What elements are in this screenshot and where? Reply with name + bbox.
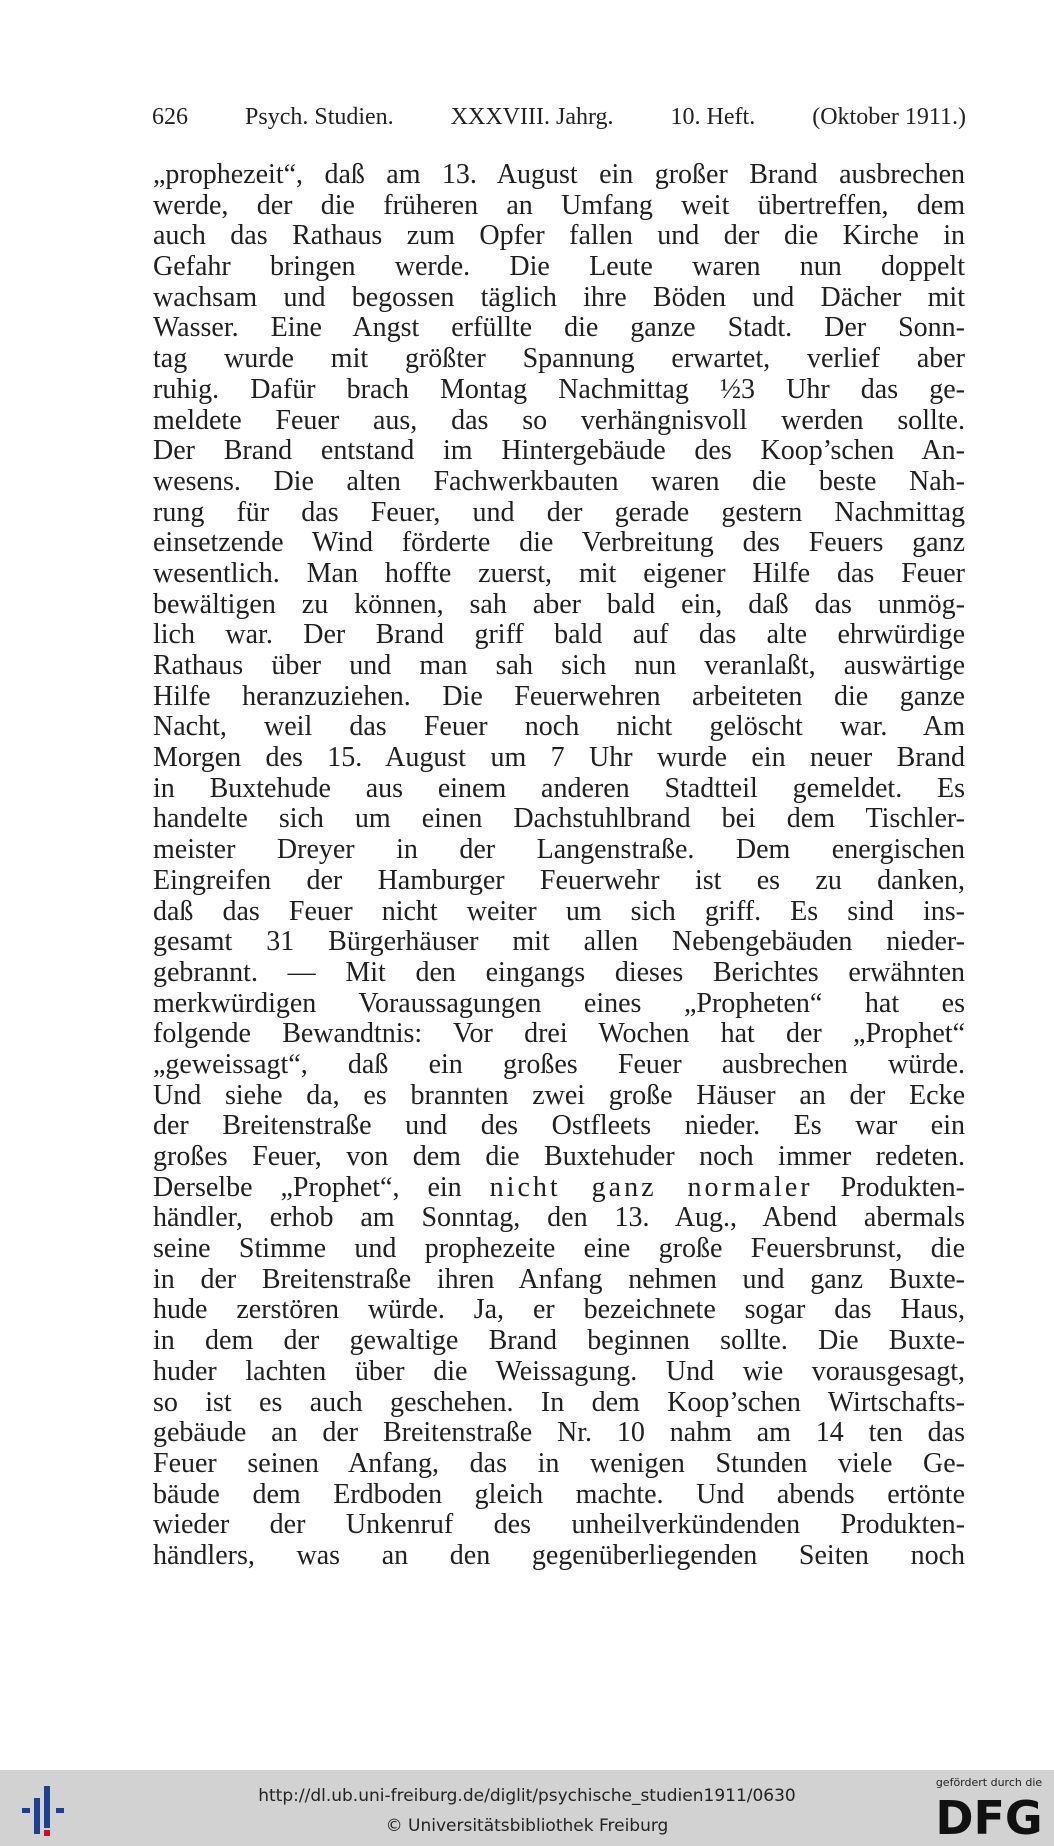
volume-label: XXXVIII. Jahrg. [450, 104, 614, 130]
text-line: folgende Bewandtnis: Vor drei Wochen hat der „Prophet“ [153, 1018, 965, 1050]
text-segment: Derselbe „Prophet“, ein [153, 1171, 490, 1203]
text-line: meister Dreyer in der Langenstraße. Dem energischen [153, 834, 965, 866]
text-line: in Buxtehude aus einem anderen Stadtteil gemeldet. Es [153, 772, 965, 804]
emphasized-text: nicht ganz normaler [489, 1171, 813, 1203]
text-line: lich war. Der Brand griff bald auf das alte ehrwürdige [153, 619, 965, 651]
text-line: seine Stimme und prophezeite eine große Feuersbrunst, die [153, 1233, 965, 1265]
text-line: gesamt 31 Bürgerhäuser mit allen Nebengebäuden nieder- [153, 926, 965, 958]
page-number: 626 [152, 104, 188, 130]
text-line: wieder der Unkenruf des unheilverkündenden Produkten- [153, 1509, 965, 1541]
text-line: hude zerstören würde. Ja, er bezeichnete sogar das Haus, [153, 1294, 965, 1326]
running-head [152, 104, 966, 131]
text-line: Gefahr bringen werde. Die Leute waren nun doppelt [153, 251, 965, 283]
text-line: Rathaus über und man sah sich nun veranlaßt, auswärtige [153, 650, 965, 681]
text-line: rung für das Feuer, und der gerade gestern Nachmittag [153, 496, 965, 528]
text-line: bewältigen zu können, sah aber bald ein, daß das unmög- [153, 588, 965, 620]
permalink-url[interactable]: http://dl.ub.uni-freiburg.de/diglit/psychische_studien1911/0630 [258, 1786, 796, 1806]
text-line: Wasser. Eine Angst erfüllte die ganze Stadt. Der Sonn- [153, 312, 965, 344]
text-line: großes Feuer, von dem die Buxtehuder noch immer redeten. [153, 1141, 965, 1172]
text-line: ruhig. Dafür brach Montag Nachmittag ½3 Uhr das ge- [153, 373, 965, 405]
text-line: handelte sich um einen Dachstuhlbrand bei dem Tischler- [153, 803, 965, 835]
text-line: Der Brand entstand im Hintergebäude des Koop’schen An- [153, 435, 965, 467]
dfg-logo-text: DFG [935, 1791, 1043, 1840]
text-line: Hilfe heranzuziehen. Die Feuerwehren arbeiteten die ganze [153, 680, 965, 712]
text-line: Feuer seinen Anfang, das in wenigen Stunden viele Ge- [153, 1447, 965, 1479]
dfg-logo-icon [934, 1790, 1044, 1840]
dfg-caption: gefördert durch die [935, 1776, 1043, 1789]
text-line: „geweissagt“, daß ein großes Feuer ausbrechen würde. [153, 1048, 965, 1080]
copyright-notice: © Universitätsbibliothek Freiburg [385, 1816, 669, 1836]
article-body [153, 160, 965, 1572]
text-line: werde, der die früheren an Umfang weit übertreffen, dem [153, 189, 965, 221]
text-line: einsetzende Wind förderte die Verbreitung des Feuers ganz [153, 527, 965, 559]
text-line [153, 1173, 965, 1204]
text-line: meldete Feuer aus, das so verhängnisvoll werden sollte. [153, 404, 965, 436]
text-line: händlers, was an den gegenüberliegenden Seiten noch [153, 1539, 965, 1571]
text-line: Nacht, weil das Feuer noch nicht gelöscht war. Am [153, 711, 965, 743]
text-line: der Breitenstraße und des Ostfleets nieder. Es war ein [153, 1110, 965, 1142]
text-line: „prophezeit“, daß am 13. August ein großer Brand ausbrechen [153, 159, 965, 190]
text-line: merkwürdigen Voraussagungen eines „Propheten“ hat es [153, 987, 965, 1019]
text-line: wesentlich. Man hoffte zuerst, mit eigener Hilfe das Feuer [153, 557, 965, 589]
text-line: Eingreifen der Hamburger Feuerwehr ist es zu danken, [153, 864, 965, 896]
text-line: daß das Feuer nicht weiter um sich griff. Es sind ins- [153, 895, 965, 927]
journal-title: Psych. Studien. [245, 104, 394, 130]
issue-label: 10. Heft. [670, 104, 756, 130]
text-line: auch das Rathaus zum Opfer fallen und der die Kirche in [153, 220, 965, 252]
text-line: Morgen des 15. August um 7 Uhr wurde ein neuer Brand [153, 742, 965, 774]
text-line: wesens. Die alten Fachwerkbauten waren die beste Nah- [153, 465, 965, 497]
text-line: huder lachten über die Weissagung. Und wie vorausgesagt, [153, 1355, 965, 1387]
issue-date: (Oktober 1911.) [812, 104, 966, 130]
dfg-funding-logo [930, 1776, 1048, 1842]
text-line: in der Breitenstraße ihren Anfang nehmen und ganz Buxte- [153, 1263, 965, 1295]
text-line: gebäude an der Breitenstraße Nr. 10 nahm am 14 ten das [153, 1417, 965, 1449]
text-line: Und siehe da, es brannten zwei große Häuser an der Ecke [153, 1079, 965, 1111]
text-line: tag wurde mit größter Spannung erwartet, verlief aber [153, 343, 965, 375]
text-segment: Produkten- [812, 1171, 966, 1203]
text-line: in dem der gewaltige Brand beginnen sollte. Die Buxte- [153, 1325, 965, 1357]
text-line: so ist es auch geschehen. In dem Koop’schen Wirtschafts- [153, 1386, 965, 1418]
footer-bar [0, 1770, 1054, 1846]
text-line: händler, erhob am Sonntag, den 13. Aug., Abend abermals [153, 1202, 965, 1234]
text-line: wachsam und begossen täglich ihre Böden und Dächer mit [153, 281, 965, 313]
text-line: gebrannt. — Mit den eingangs dieses Berichtes erwähnten [153, 956, 965, 988]
text-line: bäude dem Erdboden gleich machte. Und abends ertönte [153, 1478, 965, 1510]
